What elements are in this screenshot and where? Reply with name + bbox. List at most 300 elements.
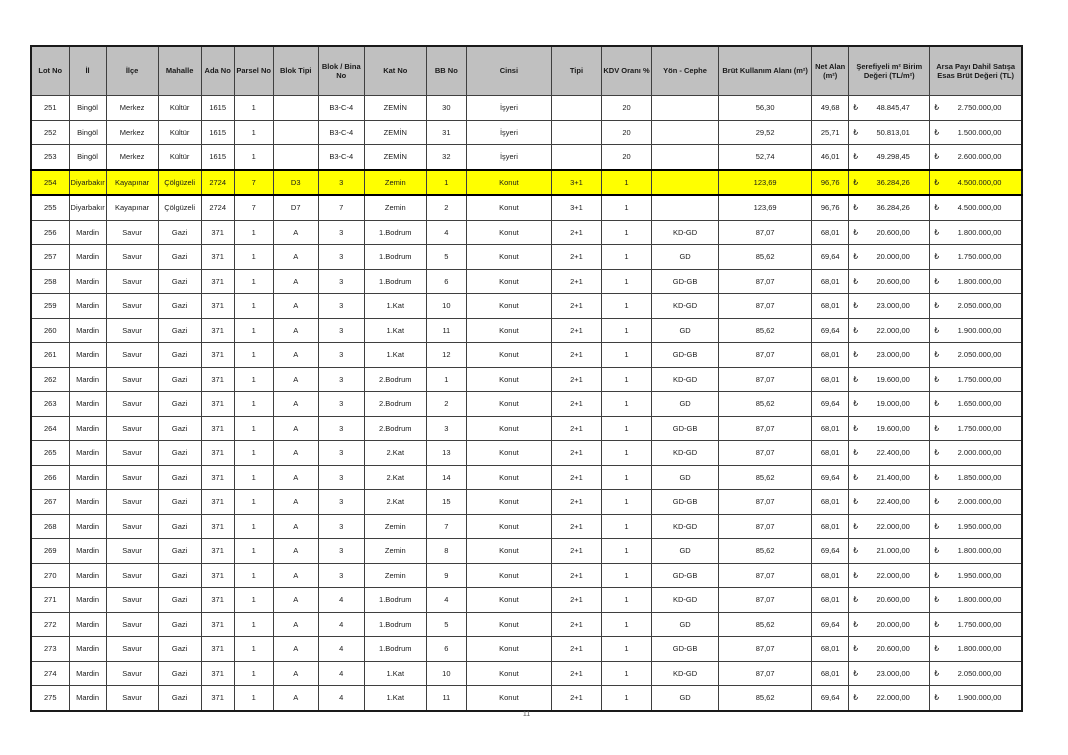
table-cell: Gazi — [158, 588, 201, 613]
table-cell: Konut — [466, 392, 551, 417]
table-cell: 1 — [601, 416, 651, 441]
table-cell — [930, 145, 1022, 170]
table-cell: A — [273, 269, 318, 294]
table-row — [31, 120, 1022, 145]
table-cell: 87,07 — [719, 416, 812, 441]
table-cell: 371 — [201, 539, 234, 564]
table-cell: 1.Kat — [364, 686, 426, 711]
amount: 22.000,00 — [876, 693, 910, 703]
table-row — [31, 661, 1022, 686]
amount: 49.298,45 — [876, 152, 910, 162]
column-header: Arsa Payı Dahil Satışa Esas Brüt Değeri (TL) — [930, 46, 1022, 96]
table-cell: 273 — [31, 637, 69, 662]
table-cell: Savur — [106, 367, 158, 392]
table-cell: İşyeri — [466, 145, 551, 170]
table-cell — [849, 269, 930, 294]
table-cell: Konut — [466, 588, 551, 613]
table-cell: Savur — [106, 220, 158, 245]
column-header: Tipi — [551, 46, 601, 96]
table-cell: 272 — [31, 612, 69, 637]
table-cell: 1.Kat — [364, 661, 426, 686]
column-header: İl — [69, 46, 106, 96]
table-cell: 267 — [31, 490, 69, 515]
table-cell: A — [273, 220, 318, 245]
table-body — [31, 96, 1022, 711]
table-row — [31, 637, 1022, 662]
amount: 20.600,00 — [876, 276, 910, 286]
table-cell: Savur — [106, 490, 158, 515]
table-cell: 68,01 — [812, 367, 849, 392]
table-cell: 1 — [234, 465, 273, 490]
amount: 22.000,00 — [876, 570, 910, 580]
table-cell: 1 — [601, 661, 651, 686]
table-cell: Konut — [466, 416, 551, 441]
currency-symbol: ₺ — [853, 103, 858, 113]
table-cell: 1 — [234, 318, 273, 343]
table-cell: Konut — [466, 195, 551, 220]
table-cell: 1.Bodrum — [364, 637, 426, 662]
currency-symbol: ₺ — [934, 619, 940, 629]
table-cell: A — [273, 612, 318, 637]
table-cell: 262 — [31, 367, 69, 392]
column-header: Yön - Cephe — [652, 46, 719, 96]
amount: 2.600.000,00 — [957, 152, 1002, 162]
currency-symbol: ₺ — [934, 252, 940, 262]
table-cell: 253 — [31, 145, 69, 170]
table-cell: Savur — [106, 318, 158, 343]
table-cell: 1 — [234, 490, 273, 515]
table-cell — [849, 490, 930, 515]
table-cell: 6 — [426, 269, 466, 294]
table-cell — [652, 170, 719, 196]
table-cell: 46,01 — [812, 145, 849, 170]
table-cell: Savur — [106, 245, 158, 270]
table-cell — [551, 96, 601, 121]
table-cell: Gazi — [158, 539, 201, 564]
table-cell: 2.Bodrum — [364, 367, 426, 392]
table-cell: Gazi — [158, 220, 201, 245]
table-cell: Savur — [106, 686, 158, 711]
table-cell — [273, 145, 318, 170]
table-cell: Konut — [466, 294, 551, 319]
currency-symbol: ₺ — [934, 423, 940, 433]
table-cell: 69,64 — [812, 686, 849, 711]
table-cell: 371 — [201, 514, 234, 539]
table-cell: 271 — [31, 588, 69, 613]
table-cell: 371 — [201, 637, 234, 662]
table-cell: 3 — [318, 392, 364, 417]
column-header: Kat No — [364, 46, 426, 96]
table-cell: GD — [652, 612, 719, 637]
table-cell: 31 — [426, 120, 466, 145]
table-cell: Mardin — [69, 318, 106, 343]
table-cell: 2+1 — [551, 245, 601, 270]
table-cell: Savur — [106, 294, 158, 319]
amount: 20.600,00 — [876, 644, 910, 654]
table-cell: 259 — [31, 294, 69, 319]
table-cell — [849, 563, 930, 588]
table-cell: Konut — [466, 539, 551, 564]
table-cell — [930, 490, 1022, 515]
currency-symbol: ₺ — [853, 472, 858, 482]
table-cell: 68,01 — [812, 661, 849, 686]
table-cell: Mardin — [69, 416, 106, 441]
table-cell: Mardin — [69, 269, 106, 294]
table-row — [31, 588, 1022, 613]
table-cell — [930, 686, 1022, 711]
table-cell: 7 — [426, 514, 466, 539]
table-cell: 2+1 — [551, 637, 601, 662]
table-cell: Mardin — [69, 563, 106, 588]
table-cell: 85,62 — [719, 465, 812, 490]
table-cell: GD-GB — [652, 563, 719, 588]
table-cell: 1.Kat — [364, 318, 426, 343]
table-cell — [849, 514, 930, 539]
table-cell: 263 — [31, 392, 69, 417]
table-cell: Savur — [106, 269, 158, 294]
table-cell: 2+1 — [551, 392, 601, 417]
table-cell: 371 — [201, 465, 234, 490]
table-cell: Mardin — [69, 588, 106, 613]
table-cell: 20 — [601, 145, 651, 170]
table-cell: 87,07 — [719, 367, 812, 392]
currency-symbol: ₺ — [934, 448, 940, 458]
table-cell: Gazi — [158, 490, 201, 515]
table-cell: GD-GB — [652, 416, 719, 441]
amount: 1.900.000,00 — [957, 693, 1002, 703]
table-cell: Savur — [106, 539, 158, 564]
table-cell: 2+1 — [551, 661, 601, 686]
currency-symbol: ₺ — [853, 252, 858, 262]
table-cell: 1 — [601, 245, 651, 270]
table-cell: KD-GD — [652, 661, 719, 686]
table-cell: 2+1 — [551, 416, 601, 441]
amount: 1.800.000,00 — [957, 227, 1002, 237]
table-cell: 371 — [201, 269, 234, 294]
table-cell: Savur — [106, 637, 158, 662]
currency-symbol: ₺ — [934, 644, 940, 654]
table-cell: 1 — [234, 661, 273, 686]
table-cell: 5 — [426, 612, 466, 637]
table-row — [31, 269, 1022, 294]
table-cell: 2+1 — [551, 367, 601, 392]
table-cell: 270 — [31, 563, 69, 588]
amount: 2.750.000,00 — [957, 103, 1002, 113]
table-cell — [849, 465, 930, 490]
table-cell: Zemin — [364, 514, 426, 539]
table-cell: 1 — [234, 563, 273, 588]
table-cell: 2+1 — [551, 539, 601, 564]
amount: 2.000.000,00 — [957, 448, 1002, 458]
table-cell: KD-GD — [652, 220, 719, 245]
table-cell: B3-C-4 — [318, 120, 364, 145]
table-cell — [849, 195, 930, 220]
table-cell: 3 — [426, 416, 466, 441]
table-cell: Savur — [106, 612, 158, 637]
currency-symbol: ₺ — [934, 546, 940, 556]
table-cell: 2+1 — [551, 343, 601, 368]
table-cell: 3 — [318, 269, 364, 294]
table-cell: Gazi — [158, 343, 201, 368]
table-cell: Konut — [466, 490, 551, 515]
table-cell: 69,64 — [812, 465, 849, 490]
table-cell: 1 — [601, 294, 651, 319]
currency-symbol: ₺ — [934, 399, 940, 409]
table-cell: GD — [652, 686, 719, 711]
amount: 2.050.000,00 — [957, 350, 1002, 360]
table-cell: 4 — [318, 637, 364, 662]
table-cell: 255 — [31, 195, 69, 220]
table-cell: 265 — [31, 441, 69, 466]
table-cell: 371 — [201, 490, 234, 515]
table-cell: 1 — [234, 416, 273, 441]
table-cell — [849, 416, 930, 441]
table-cell: 20 — [601, 96, 651, 121]
table-cell: 3 — [318, 490, 364, 515]
table-cell: 2.Kat — [364, 441, 426, 466]
table-cell: 254 — [31, 170, 69, 196]
table-cell — [849, 661, 930, 686]
table-cell: 251 — [31, 96, 69, 121]
table-cell: 69,64 — [812, 612, 849, 637]
amount: 1.800.000,00 — [957, 644, 1002, 654]
table-cell: KD-GD — [652, 367, 719, 392]
currency-symbol: ₺ — [853, 595, 858, 605]
table-cell: GD — [652, 318, 719, 343]
table-cell: 32 — [426, 145, 466, 170]
table-cell: 1 — [426, 367, 466, 392]
amount: 36.284,26 — [876, 177, 910, 187]
amount: 1.750.000,00 — [957, 374, 1002, 384]
table-cell: 256 — [31, 220, 69, 245]
table-cell: 1 — [601, 490, 651, 515]
currency-symbol: ₺ — [853, 497, 858, 507]
currency-symbol: ₺ — [853, 374, 858, 384]
table-cell: Zemin — [364, 195, 426, 220]
currency-symbol: ₺ — [934, 301, 940, 311]
table-cell: 2+1 — [551, 588, 601, 613]
table-cell: ZEMİN — [364, 120, 426, 145]
table-cell: Merkez — [106, 96, 158, 121]
table-cell: 2+1 — [551, 220, 601, 245]
table-cell: 1 — [234, 612, 273, 637]
table-cell: 68,01 — [812, 220, 849, 245]
table-cell: A — [273, 563, 318, 588]
amount: 20.000,00 — [876, 252, 910, 262]
table-cell: Zemin — [364, 563, 426, 588]
table-cell: Konut — [466, 269, 551, 294]
table-cell: 69,64 — [812, 392, 849, 417]
table-cell — [652, 145, 719, 170]
table-row — [31, 367, 1022, 392]
table-cell: Çölgüzeli — [158, 195, 201, 220]
table-cell: D3 — [273, 170, 318, 196]
table-cell: 69,64 — [812, 245, 849, 270]
table-cell — [849, 539, 930, 564]
table-cell: Mardin — [69, 661, 106, 686]
table-row — [31, 563, 1022, 588]
table-cell — [930, 367, 1022, 392]
table-cell: 96,76 — [812, 195, 849, 220]
column-header: Parsel No — [234, 46, 273, 96]
amount: 1.850.000,00 — [957, 472, 1002, 482]
amount: 22.400,00 — [876, 497, 910, 507]
table-row — [31, 441, 1022, 466]
table-cell: 252 — [31, 120, 69, 145]
table-cell: Mardin — [69, 637, 106, 662]
table-cell: 7 — [234, 170, 273, 196]
amount: 1.750.000,00 — [957, 252, 1002, 262]
table-cell: Konut — [466, 318, 551, 343]
table-cell: Konut — [466, 220, 551, 245]
table-cell: 371 — [201, 661, 234, 686]
amount: 4.500.000,00 — [957, 177, 1002, 187]
table-cell: 371 — [201, 318, 234, 343]
currency-symbol: ₺ — [934, 103, 940, 113]
table-cell: Gazi — [158, 269, 201, 294]
table-cell: 4 — [318, 612, 364, 637]
table-cell: 371 — [201, 245, 234, 270]
table-cell: Konut — [466, 686, 551, 711]
table-cell: Merkez — [106, 145, 158, 170]
table-cell: 260 — [31, 318, 69, 343]
table-cell: Gazi — [158, 392, 201, 417]
table-cell: 1.Kat — [364, 294, 426, 319]
table-cell: Gazi — [158, 514, 201, 539]
table-cell: Gazi — [158, 441, 201, 466]
table-row — [31, 220, 1022, 245]
table-cell: 85,62 — [719, 392, 812, 417]
table-cell — [849, 612, 930, 637]
column-header: Mahalle — [158, 46, 201, 96]
table-cell: A — [273, 686, 318, 711]
table-cell: Gazi — [158, 563, 201, 588]
table-cell: 87,07 — [719, 441, 812, 466]
table-cell: Mardin — [69, 343, 106, 368]
table-cell: 25,71 — [812, 120, 849, 145]
table-cell: 3 — [318, 367, 364, 392]
table-row — [31, 416, 1022, 441]
table-cell: 15 — [426, 490, 466, 515]
table-cell: A — [273, 514, 318, 539]
table-cell: Savur — [106, 392, 158, 417]
amount: 19.600,00 — [876, 423, 910, 433]
table-cell: 96,76 — [812, 170, 849, 196]
table-cell: 7 — [318, 195, 364, 220]
column-header: İlçe — [106, 46, 158, 96]
table-cell: 30 — [426, 96, 466, 121]
table-cell: 1 — [601, 612, 651, 637]
table-cell: 49,68 — [812, 96, 849, 121]
amount: 20.600,00 — [876, 595, 910, 605]
table-cell: 7 — [234, 195, 273, 220]
column-header: KDV Oranı % — [601, 46, 651, 96]
table-cell: Konut — [466, 465, 551, 490]
table-cell: Savur — [106, 661, 158, 686]
table-cell: Mardin — [69, 465, 106, 490]
table-cell: A — [273, 441, 318, 466]
table-cell — [930, 392, 1022, 417]
table-cell: 2+1 — [551, 563, 601, 588]
table-cell: 1 — [601, 686, 651, 711]
amount: 1.650.000,00 — [957, 399, 1002, 409]
table-cell — [930, 269, 1022, 294]
table-cell — [849, 318, 930, 343]
table-cell: 1.Bodrum — [364, 612, 426, 637]
table-row-highlighted — [31, 170, 1022, 196]
table-cell: Diyarbakır — [69, 170, 106, 196]
amount: 23.000,00 — [876, 301, 910, 311]
table-cell: GD — [652, 245, 719, 270]
table-cell: GD-GB — [652, 490, 719, 515]
table-row — [31, 686, 1022, 711]
table-cell: Merkez — [106, 120, 158, 145]
table-cell: Kültür — [158, 120, 201, 145]
table-cell: 1 — [234, 441, 273, 466]
table-cell: 1 — [234, 637, 273, 662]
currency-symbol: ₺ — [853, 448, 858, 458]
table-cell: 3 — [318, 220, 364, 245]
table-cell: Mardin — [69, 612, 106, 637]
table-cell: 87,07 — [719, 343, 812, 368]
table-cell: Mardin — [69, 514, 106, 539]
table-cell: 87,07 — [719, 588, 812, 613]
table-cell: Mardin — [69, 294, 106, 319]
table-cell: 1.Bodrum — [364, 588, 426, 613]
table-cell: 29,52 — [719, 120, 812, 145]
table-cell: 1 — [601, 539, 651, 564]
table-cell: 261 — [31, 343, 69, 368]
table-cell — [849, 343, 930, 368]
table-header-row — [31, 46, 1022, 96]
currency-symbol: ₺ — [853, 127, 858, 137]
table-cell: 371 — [201, 416, 234, 441]
table-cell: İşyeri — [466, 96, 551, 121]
table-cell: 6 — [426, 637, 466, 662]
currency-symbol: ₺ — [853, 399, 858, 409]
table-cell: 3 — [318, 465, 364, 490]
table-cell: 20 — [601, 120, 651, 145]
table-cell: 371 — [201, 588, 234, 613]
table-cell — [930, 343, 1022, 368]
table-cell: 68,01 — [812, 563, 849, 588]
table-cell: 1 — [234, 343, 273, 368]
table-cell: Savur — [106, 588, 158, 613]
table-cell: Mardin — [69, 441, 106, 466]
table-cell: 4 — [426, 220, 466, 245]
table-cell: 1 — [234, 539, 273, 564]
table-cell — [849, 145, 930, 170]
currency-symbol: ₺ — [934, 472, 940, 482]
table-cell: 2+1 — [551, 294, 601, 319]
table-cell: 1.Bodrum — [364, 245, 426, 270]
table-cell: A — [273, 465, 318, 490]
table-cell: 69,64 — [812, 318, 849, 343]
table-cell: GD-GB — [652, 343, 719, 368]
currency-symbol: ₺ — [853, 152, 858, 162]
table-cell — [930, 563, 1022, 588]
table-row — [31, 490, 1022, 515]
table-cell: 1 — [234, 294, 273, 319]
table-cell — [930, 539, 1022, 564]
amount: 1.800.000,00 — [957, 546, 1002, 556]
table-cell: 3 — [318, 416, 364, 441]
table-cell — [930, 661, 1022, 686]
currency-symbol: ₺ — [934, 570, 940, 580]
currency-symbol: ₺ — [853, 276, 858, 286]
table-cell: 1 — [234, 96, 273, 121]
table-cell: 1 — [234, 120, 273, 145]
